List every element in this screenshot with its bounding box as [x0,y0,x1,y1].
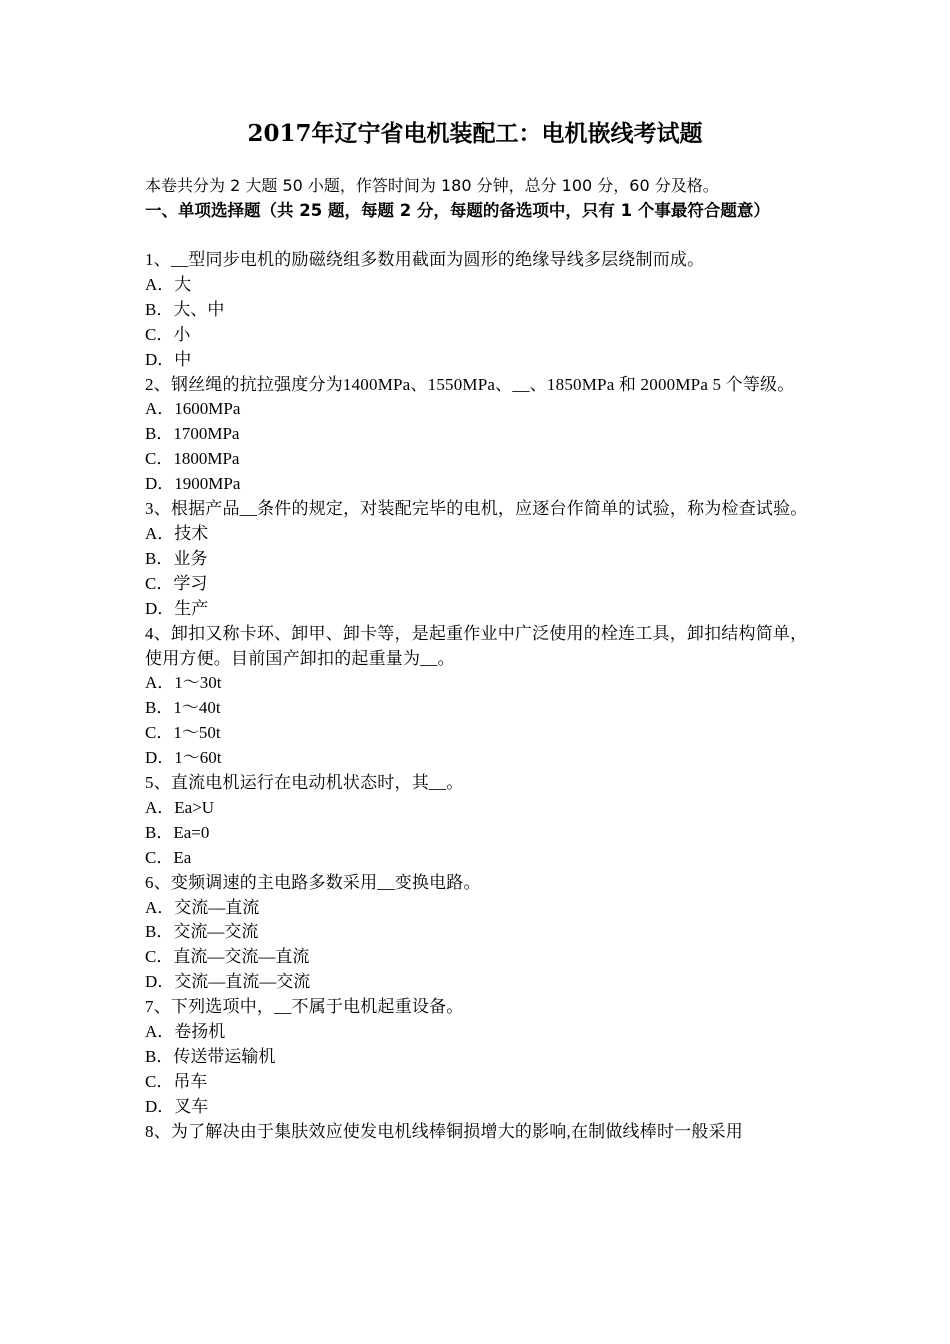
question-2 [145,373,810,498]
option-a: A．交流—直流 [145,897,260,917]
option-d: D．中 [145,349,192,369]
question-list [145,248,810,1145]
question-text: 7、下列选项中，__不属于电机起重设备。 [145,997,464,1017]
question-1 [145,248,810,373]
option-c: C．1～50t [145,723,221,743]
option-c: C．直流—交流—直流 [145,947,310,967]
option-d: D．1900MPa [145,474,241,494]
option-b: B．业务 [145,548,208,568]
question-text: 3、根据产品__条件的规定，对装配完毕的电机，应逐台作简单的试验，称为检查试验。 [145,499,808,519]
option-b: B．交流—交流 [145,922,259,942]
option-d: D．生产 [145,598,209,618]
option-a: A．技术 [145,523,209,543]
option-c: C．小 [145,324,191,344]
question-4 [145,622,810,771]
option-b: B．传送带运输机 [145,1047,276,1066]
option-d: D．1～60t [145,748,222,768]
question-text: 2、钢丝绳的抗拉强度分为1400MPa、1550MPa、__、1850MPa 和 2000MPa 5 个等级。 [145,374,795,394]
document-title: 2017年辽宁省电机装配工：电机嵌线考试题 [247,120,703,147]
exam-instructions: 本卷共分为 2 大题 50 小题，作答时间为 180 分钟，总分 100 分，60 分及格。 [145,176,719,195]
question-text: 6、变频调速的主电路多数采用__变换电路。 [145,872,481,892]
question-text: 1、__型同步电机的励磁绕组多数用截面为圆形的绝缘导线多层绕制而成。 [145,250,705,269]
section-heading: 一、单项选择题（共 25 题，每题 2 分，每题的备选项中，只有 1 个事最符合题意） [145,201,770,220]
option-a: A．卷扬机 [145,1022,226,1042]
question-3 [145,497,810,622]
option-b: B．大、中 [145,299,225,319]
question-text: 8、为了解决由于集肤效应使发电机线棒铜损增大的影响,在制做线棒时一般采用 [145,1121,743,1141]
option-a: A．大 [145,274,192,294]
option-c: C．1800MPa [145,449,240,469]
question-8 [145,1120,810,1145]
option-d: D．交流—直流—交流 [145,972,311,992]
question-5 [145,771,810,871]
question-text: 4、卸扣又称卡环、卸甲、卸卡等，是起重作业中广泛使用的栓连工具，卸扣结构简单，使用方便。目前国产卸扣的起重量为__。 [145,623,808,668]
option-d: D．叉车 [145,1096,209,1116]
question-7 [145,995,810,1120]
option-a: A．1600MPa [145,399,241,419]
option-a: A．Ea>U [145,797,215,817]
option-a: A．1～30t [145,673,222,693]
option-c: C．学习 [145,573,208,593]
question-6 [145,871,810,996]
question-text: 5、直流电机运行在电动机状态时，其__。 [145,773,464,793]
option-b: B．1～40t [145,698,221,718]
option-c: C．吊车 [145,1071,208,1091]
option-c: C．Ea [145,847,192,867]
option-b: B．Ea=0 [145,822,210,842]
option-b: B．1700MPa [145,424,240,444]
